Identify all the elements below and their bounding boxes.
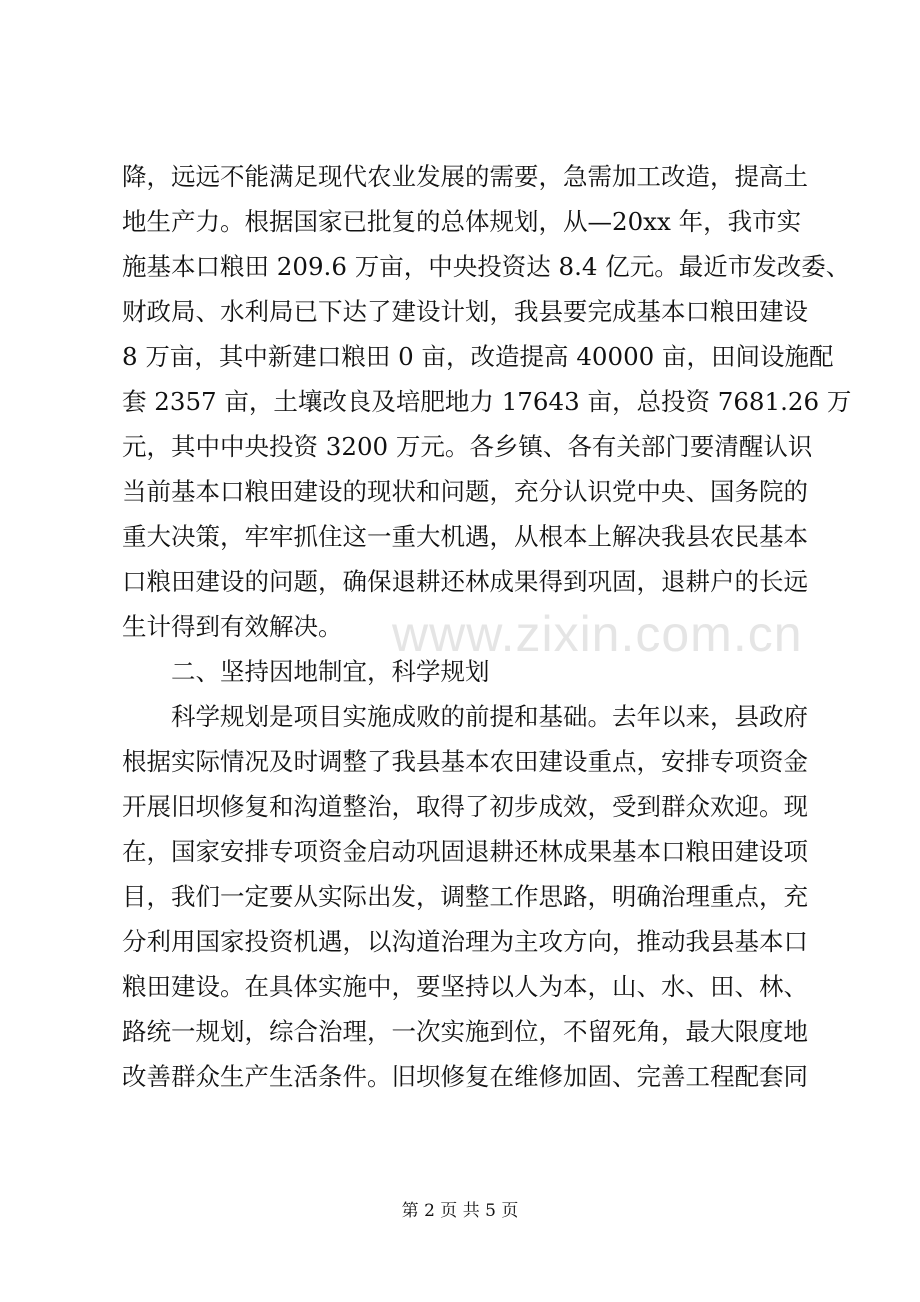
body-text-line: 当前基本口粮田建设的现状和问题，充分认识党中央、国务院的 bbox=[122, 477, 808, 506]
body-text-line: 重大决策，牢牢抓住这一重大机遇，从根本上解决我县农民基本 bbox=[122, 522, 808, 551]
body-text-line: 地生产力。根据国家已批复的总体规划，从—20xx 年，我市实 bbox=[122, 207, 802, 236]
body-text-line: 生计得到有效解决。 bbox=[122, 612, 343, 641]
body-text-line: 科学规划是项目实施成败的前提和基础。去年以来，县政府 bbox=[171, 702, 808, 731]
body-text-line: 在，国家安排专项资金启动巩固退耕还林成果基本口粮田建设项 bbox=[122, 837, 808, 866]
page-number-footer: 第 2 页 共 5 页 bbox=[401, 1201, 519, 1221]
body-text-line: 套 2357 亩，土壤改良及培肥地力 17643 亩，总投资 7681.26 万 bbox=[122, 387, 852, 416]
body-text-line: 根据实际情况及时调整了我县基本农田建设重点，安排专项资金 bbox=[122, 747, 808, 776]
body-text-line: 开展旧坝修复和沟道整治，取得了初步成效，受到群众欢迎。现 bbox=[122, 792, 808, 821]
body-text-line: 元，其中中央投资 3200 万元。各乡镇、各有关部门要清醒认识 bbox=[122, 432, 813, 461]
body-text-line: 8 万亩，其中新建口粮田 0 亩，改造提高 40000 亩，田间设施配 bbox=[122, 342, 834, 371]
body-text-line: 改善群众生产生活条件。旧坝修复在维修加固、完善工程配套同 bbox=[122, 1062, 808, 1091]
body-text-line: 路统一规划，综合治理，一次实施到位，不留死角，最大限度地 bbox=[122, 1017, 808, 1046]
body-text-line: 降，远远不能满足现代农业发展的需要，急需加工改造，提高土 bbox=[122, 162, 808, 191]
watermark: www.zixin.com.cn bbox=[392, 606, 803, 662]
section-heading: 二、坚持因地制宜，科学规划 bbox=[171, 657, 490, 686]
body-text-line: 财政局、水利局已下达了建设计划，我县要完成基本口粮田建设 bbox=[122, 297, 808, 326]
body-text-line: 分利用国家投资机遇，以沟道治理为主攻方向，推动我县基本口 bbox=[122, 927, 808, 956]
body-text-line: 粮田建设。在具体实施中，要坚持以人为本，山、水、田、林、 bbox=[122, 972, 808, 1001]
body-text-line: 目，我们一定要从实际出发，调整工作思路，明确治理重点，充 bbox=[122, 882, 808, 911]
body-text-line: 口粮田建设的问题，确保退耕还林成果得到巩固，退耕户的长远 bbox=[122, 567, 808, 596]
body-text-line: 施基本口粮田 209.6 万亩，中央投资达 8.4 亿元。最近市发改委、 bbox=[122, 252, 851, 281]
